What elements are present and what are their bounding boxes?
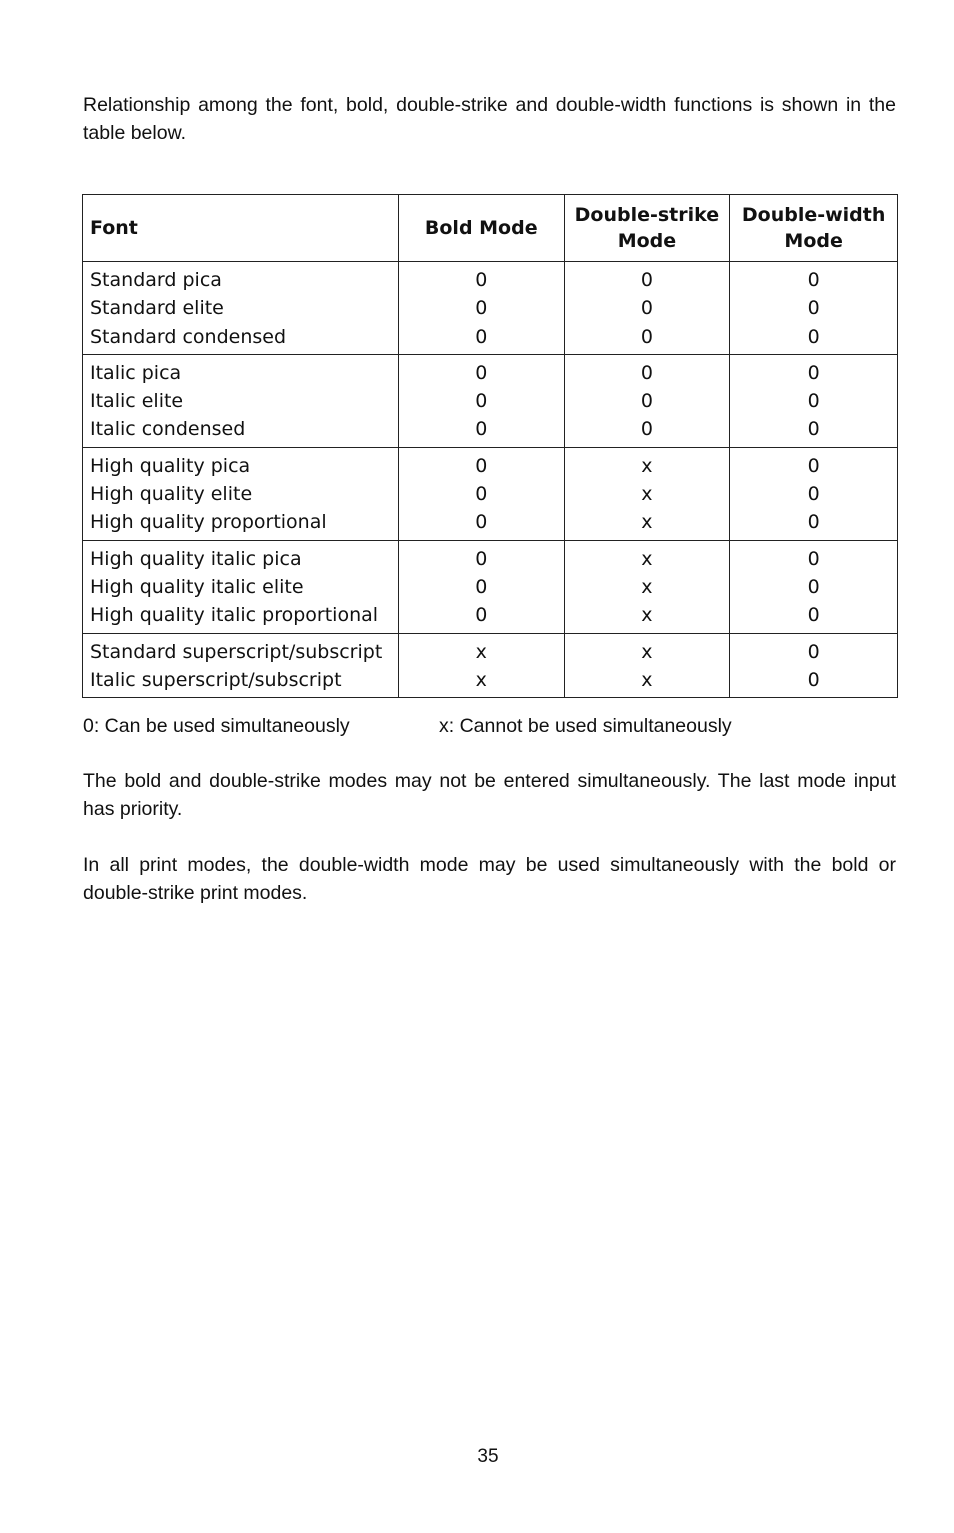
table-cell-fonts [83, 354, 399, 447]
font-name: Standard superscript/subscript [90, 640, 383, 663]
double-strike-value: x [641, 668, 653, 691]
font-name: Italic condensed [90, 418, 246, 441]
table-cell-fonts [83, 633, 399, 698]
header-double-width-line-2: Mode [784, 230, 843, 252]
double-strike-value: 0 [640, 297, 653, 320]
bold-mode-value: 0 [475, 418, 488, 441]
font-name: High quality elite [90, 483, 253, 506]
bold-mode-value: 0 [475, 297, 488, 320]
bold-mode-value: 0 [475, 454, 488, 477]
double-strike-value: x [641, 454, 653, 477]
table-cell-double-width [730, 447, 898, 540]
bold-mode-value: 0 [475, 390, 488, 413]
table-cell-double-strike [564, 633, 730, 698]
table-cell-double-strike [564, 447, 730, 540]
bold-mode-value: 0 [475, 575, 488, 598]
header-font: Font [83, 195, 399, 262]
double-width-value: 0 [807, 575, 820, 598]
table-row [83, 633, 898, 698]
double-strike-value: 0 [640, 418, 653, 441]
double-width-value: 0 [807, 269, 820, 291]
font-name: Italic elite [90, 390, 184, 413]
double-width-value: 0 [807, 297, 820, 320]
double-strike-value: x [641, 547, 653, 570]
double-width-value: 0 [807, 325, 820, 348]
table-cell-double-strike [564, 540, 730, 633]
double-width-value: 0 [807, 668, 820, 691]
table-cell-bold [398, 633, 564, 698]
double-strike-value: x [641, 575, 653, 598]
table-cell-double-width [730, 354, 898, 447]
bold-mode-value: 0 [475, 269, 488, 291]
header-double-width-mode [730, 195, 898, 262]
table-row [83, 447, 898, 540]
double-width-value: 0 [807, 640, 820, 663]
double-width-value: 0 [807, 418, 820, 441]
double-strike-value: 0 [640, 361, 653, 384]
font-name: High quality italic proportional [90, 604, 379, 627]
double-strike-value: x [641, 511, 653, 534]
bold-mode-value: x [475, 640, 487, 663]
table-cell-bold [398, 447, 564, 540]
table-cell-double-strike [564, 354, 730, 447]
font-name: Standard condensed [90, 325, 287, 348]
page-number: 35 [477, 1446, 499, 1467]
table-cell-double-width [730, 540, 898, 633]
font-name: High quality italic elite [90, 575, 304, 598]
font-name: High quality proportional [90, 511, 327, 534]
legend-cannot-be-used: x: Cannot be used simultaneously [439, 715, 732, 737]
double-strike-value: x [641, 640, 653, 663]
bold-mode-value: 0 [475, 483, 488, 506]
bold-mode-value: 0 [475, 547, 488, 570]
table-cell-fonts [83, 540, 399, 633]
table-cell-double-width [730, 633, 898, 698]
table-cell-bold [398, 354, 564, 447]
double-width-value: 0 [807, 390, 820, 413]
font-name: High quality pica [90, 454, 251, 477]
double-width-value: 0 [807, 547, 820, 570]
table-cell-double-strike [564, 262, 730, 355]
double-strike-value: x [641, 604, 653, 627]
double-strike-value: 0 [640, 269, 653, 291]
header-double-strike-line-1: Double-strike [574, 204, 720, 226]
table-row [83, 540, 898, 633]
header-double-width-line-1: Double-width [741, 204, 886, 226]
header-double-strike-line-2: Mode [617, 230, 677, 252]
double-width-value: 0 [807, 511, 820, 534]
table-row [83, 262, 898, 355]
double-width-value: 0 [807, 604, 820, 627]
double-width-value: 0 [807, 483, 820, 506]
table-cell-bold [398, 540, 564, 633]
bold-mode-value: 0 [475, 325, 488, 348]
font-name: High quality italic pica [90, 547, 302, 570]
double-strike-value: 0 [640, 325, 653, 348]
table-cell-fonts [83, 262, 399, 355]
font-name: Italic pica [90, 361, 182, 384]
table-cell-bold [398, 262, 564, 355]
bold-mode-value: 0 [475, 511, 488, 534]
font-name: Standard elite [90, 297, 224, 320]
bold-mode-value: x [475, 668, 487, 691]
double-strike-value: x [641, 483, 653, 506]
font-name: Standard pica [90, 269, 222, 291]
bold-mode-value: 0 [475, 361, 488, 384]
header-double-strike-mode [564, 195, 730, 262]
note-bold-double-strike: The bold and double-strike modes may not be entered simultaneously. The last mode input has priority. [83, 770, 896, 820]
double-width-value: 0 [807, 361, 820, 384]
bold-mode-value: 0 [475, 604, 488, 627]
note-double-width: In all print modes, the double-width mode may be used simultaneously with the bold or double-strike print modes. [83, 854, 896, 904]
double-width-value: 0 [807, 454, 820, 477]
table-header-row [83, 195, 898, 262]
table-row [83, 354, 898, 447]
table-body [83, 262, 898, 698]
table-cell-fonts [83, 447, 399, 540]
legend-can-be-used: 0: Can be used simultaneously [83, 715, 350, 737]
double-strike-value: 0 [640, 390, 653, 413]
intro-paragraph: Relationship among the font, bold, double-strike and double-width functions is shown in the table below. [83, 94, 896, 144]
header-bold-mode: Bold Mode [398, 195, 564, 262]
font-mode-table [82, 194, 898, 698]
table-cell-double-width [730, 262, 898, 355]
font-name: Italic superscript/subscript [90, 668, 342, 691]
